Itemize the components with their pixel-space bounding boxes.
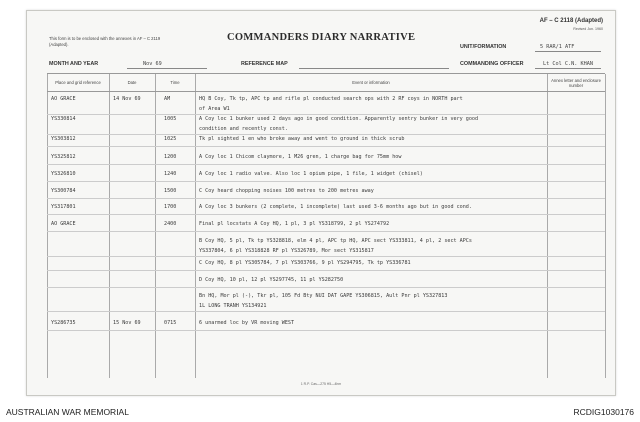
row-time: 1005 <box>164 116 177 122</box>
row-divider <box>47 164 605 165</box>
row-event: B Coy HQ, 5 pl, Tk tp YS328818, elm 4 pl, APC tp HQ, APC sect YS333811, 4 pl, 2 sect APCs <box>199 238 472 244</box>
co-label: COMMANDING OFFICER <box>460 61 524 67</box>
form-id: AF – C 2118 (Adapted) <box>539 18 603 24</box>
row-event: 6 unarmed loc by VR moving WEST <box>199 320 295 326</box>
row-divider <box>47 287 605 288</box>
col-header-date: Date <box>127 80 137 85</box>
row-place: YS286735 <box>51 320 76 326</box>
diary-sheet <box>26 10 616 396</box>
row-divider <box>47 330 605 331</box>
header-divider <box>47 91 605 92</box>
row-time: 1025 <box>164 136 177 142</box>
row-time: 1500 <box>164 188 177 194</box>
col-header-event: Event or information <box>352 80 390 85</box>
month-year-underline <box>127 68 207 69</box>
month-year-value: Nov 69 <box>143 61 162 67</box>
row-date: 14 Nov 69 <box>113 96 141 102</box>
row-divider <box>47 214 605 215</box>
row-divider <box>47 231 605 232</box>
col-header-place: Place and grid reference <box>55 80 101 85</box>
col-divider <box>109 74 110 378</box>
row-time: 1240 <box>164 171 177 177</box>
credit-left: AUSTRALIAN WAR MEMORIAL <box>6 407 129 417</box>
row-place: YS317801 <box>51 204 76 210</box>
reference-map-underline <box>299 68 449 69</box>
co-underline <box>535 68 601 69</box>
row-event: C Coy HQ, 8 pl YS305784, 7 pl YS303766, 9 pl YS294795, Tk tp YS336781 <box>199 260 411 266</box>
row-event-continued: YS337804, 6 pl YS318828 RF pl YS326789, Mor sect YS315817 <box>199 248 374 254</box>
row-event: HQ B Coy, Tk tp, APC tp and rifle pl conducted search ops with 2 RF coys in NORTH part <box>199 96 463 102</box>
row-divider <box>47 114 605 115</box>
row-divider <box>47 270 605 271</box>
row-event: A Coy loc 1 bunker used 2 days ago in good condition. Apparently sentry bunker in very good <box>199 116 479 122</box>
row-event: Final pl locstats A Coy HQ, 1 pl, 3 pl YS318799, 2 pl YS274792 <box>199 221 390 227</box>
col-divider <box>195 74 196 378</box>
row-time: 2400 <box>164 221 177 227</box>
page-title: COMMANDERS DIARY NARRATIVE <box>227 32 416 43</box>
row-divider <box>47 198 605 199</box>
row-time: 0715 <box>164 320 177 326</box>
col-divider <box>547 74 548 378</box>
row-event: Bn HQ, Mor pl (-), Tkr pl, 105 Fd Bty NUI DAT GAPE YS306815, Ault Pnr pl YS327813 <box>199 293 448 299</box>
row-event: C Coy heard chopping noises 100 metres to 200 metres away <box>199 188 374 194</box>
row-divider <box>47 146 605 147</box>
reference-map-label: REFERENCE MAP <box>241 61 288 67</box>
col-header-time: Time <box>170 80 180 85</box>
row-place: YS325812 <box>51 154 76 160</box>
unit-value: 5 RAR/1 ATF <box>540 44 575 50</box>
print-note: 1 R.P. Cas—275 H5—4hm <box>300 382 342 386</box>
row-divider <box>47 181 605 182</box>
row-time: AM <box>164 96 171 102</box>
row-event: A Coy loc 1 radio valve. Also loc 1 opium pipe, 1 file, 1 widget (chisel) <box>199 171 423 177</box>
row-place: YS303812 <box>51 136 76 142</box>
col-divider <box>47 74 48 378</box>
row-divider <box>47 134 605 135</box>
unit-underline <box>535 51 601 52</box>
credit-right: RCDIG1030176 <box>573 407 634 417</box>
row-event-continued: 1L LONG TRANH YS134921 <box>199 303 267 309</box>
row-event-continued: condition and recently const. <box>199 126 288 132</box>
month-year-label: MONTH AND YEAR <box>49 61 99 67</box>
row-event: A Coy loc 3 bunkers (2 complete, 1 incomplete) last used 3-6 months ago but in good cond. <box>199 204 472 210</box>
col-divider <box>155 74 156 378</box>
row-time: 1700 <box>164 204 177 210</box>
row-place: AO GRACE <box>51 96 76 102</box>
row-time: 1200 <box>164 154 177 160</box>
col-divider <box>605 74 606 378</box>
row-divider <box>47 256 605 257</box>
unit-label: UNIT/FORMATION <box>460 44 507 50</box>
row-place: YS326810 <box>51 171 76 177</box>
row-event: A Coy loc 1 Chicom claymore, 1 M26 gren, 1 charge bag for 75mm how <box>199 154 402 160</box>
row-divider <box>47 311 605 312</box>
enclosure-note: This form is to be enclosed with the annexes in AF – C 2119 (Adapted). <box>49 36 161 47</box>
col-header-annex: Annex letter and enclosure number <box>551 77 601 88</box>
row-event: D Coy HQ, 10 pl, 12 pl YS297745, 11 pl YS282750 <box>199 277 344 283</box>
row-place: AO GRACE <box>51 221 76 227</box>
row-place: YS300784 <box>51 188 76 194</box>
narrative-table <box>47 73 605 378</box>
co-value: Lt Col C.N. KHAN <box>543 61 593 67</box>
form-revision: Revised Jun. 1960 <box>573 27 603 31</box>
row-place: YS330814 <box>51 116 76 122</box>
row-date: 15 Nov 69 <box>113 320 141 326</box>
row-event: Tk pl sighted 1 en who broke away and went to ground in thick scrub <box>199 136 405 142</box>
row-event-continued: of Area W1 <box>199 106 230 112</box>
